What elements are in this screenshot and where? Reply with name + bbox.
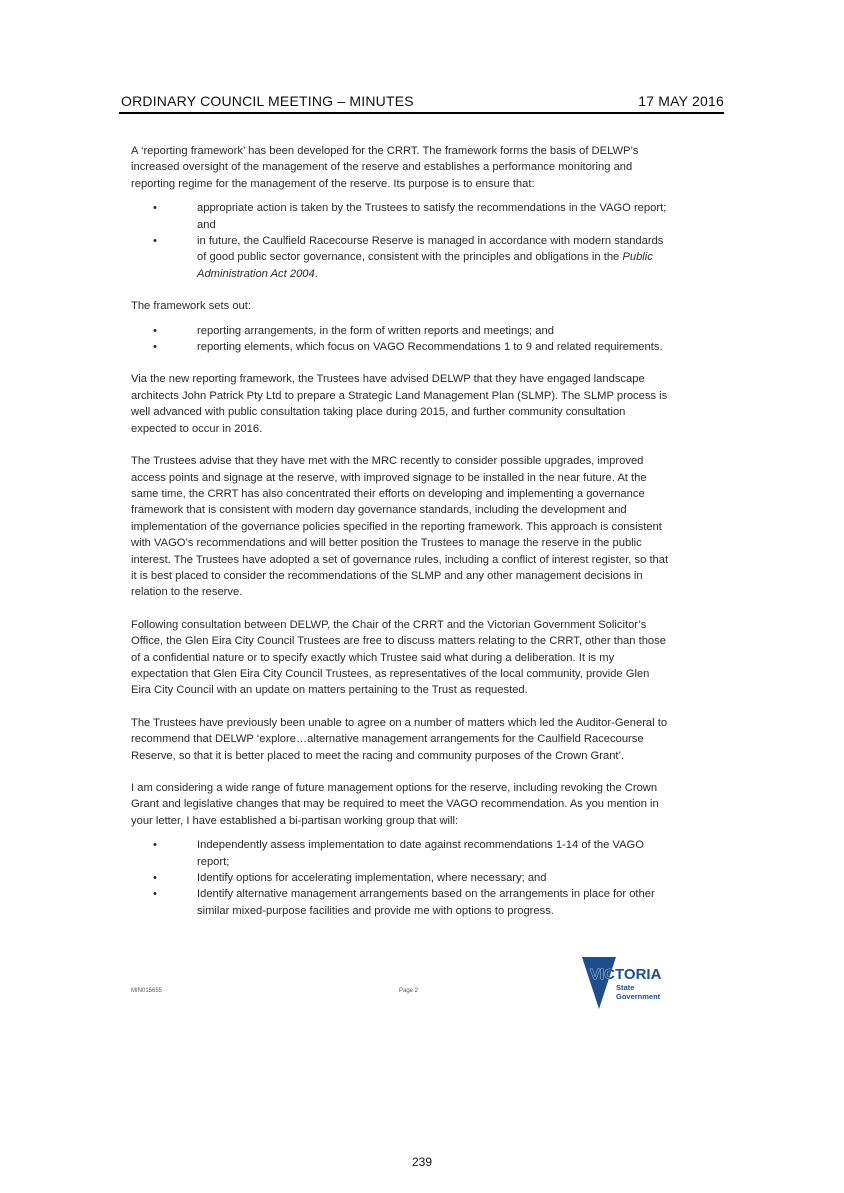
paragraph: The Trustees advise that they have met with the MRC recently to consider possible upgrades, improved access points and signage at the reserve, with improved signage to be installed in the near future. At the same time, the CRRT has also concentrated their efforts on developing and implementing a governance framework that is consistent with modern day governance standards, including the development and implementation of the governance policies specified in the reporting framework. This approach is consistent with VAGO’s recommendations and will better position the Trustees to manage the reserve in the public interest. The Trustees have adopted a set of governance rules, including a conflict of interest register, so that it is best placed to consider the recommendations of the SLMP and any other management decisions in relation to the reserve.	[131, 455, 669, 599]
list-item: • reporting elements, which focus on VAGO Recommendations 1 to 9 and related requirements.	[131, 339, 671, 355]
victoria-government-logo	[582, 955, 674, 1011]
page-number: 239	[411, 1155, 433, 1169]
header-title: ORDINARY COUNCIL MEETING – MINUTES	[121, 93, 414, 109]
bullet-icon: •	[153, 324, 157, 337]
victoria-triangle-icon	[582, 957, 616, 1009]
bullet-icon: •	[153, 341, 157, 354]
list-item: • in future, the Caulfield Racecourse Reserve is managed in accordance with modern standards of good public sector governance, consistent with the principles and obligations in the Public Administration Act 2004.	[153, 235, 664, 280]
letter-body	[131, 143, 671, 935]
bullet-icon: •	[153, 839, 157, 852]
logo-line1: State	[616, 983, 635, 992]
paragraph: Via the new reporting framework, the Trustees have advised DELWP that they have engaged landscape architects John Patrick Pty Ltd to prepare a Strategic Land Management Plan (SLMP). The SLMP process is well advanced with public consultation taking place during 2015, and further community consultation expected to occur in 2016.	[131, 373, 668, 435]
paragraph: I am considering a wide range of future management options for the reserve, including revoking the Crown Grant and legislative changes that may be required to meet the VAGO recommendation. As you mention in your letter, I have established a bi-partisan working group that will:	[131, 782, 659, 827]
document-id: MIN015655	[131, 988, 163, 994]
bullet-list	[131, 200, 671, 282]
list-item: • Identify options for accelerating implementation, where necessary; and	[131, 870, 671, 886]
paragraph: The Trustees have previously been unable to agree on a number of matters which led the Auditor-General to recommend that DELWP ‘explore…alternative management arrangements for the Caulfield Racecourse Reserve, so that it is better placed to meet the racing and community purposes of the Crown Grant’.	[131, 716, 668, 762]
bullet-icon: •	[153, 888, 157, 901]
bullet-list	[131, 837, 671, 919]
inner-page-number: Page 2	[399, 988, 419, 994]
paragraph: Following consultation between DELWP, the Chair of the CRRT and the Victorian Government Solicitor’s Office, the Glen Eira City Council Trustees are free to discuss matters relating to the CRRT, other than those of a confidential nature or to specify exactly which Trustee said what during a deliberation. It is my expectation that Glen Eira City Council Trustees, as representatives of the local community, provide Glen Eira City Council with an update on matters pertaining to the Trust as requested.	[131, 618, 666, 697]
header-date: 17 MAY 2016	[638, 93, 724, 109]
bullet-icon: •	[153, 235, 157, 248]
page-header	[119, 92, 724, 114]
logo-line2: Government	[616, 992, 661, 1001]
logo-word: VICTORIA	[590, 966, 662, 983]
act-title: Public Administration Act 2004	[197, 251, 653, 280]
paragraph: A ‘reporting framework’ has been developed for the CRRT. The framework forms the basis of DELWP’s increased oversight of the management of the reserve and establishes a performance monitoring and reporting regime for the management of the reserve. Its purpose is to ensure that:	[131, 145, 639, 190]
list-item: • appropriate action is taken by the Trustees to satisfy the recommendations in the VAGO report; and	[153, 202, 667, 231]
bullet-list	[131, 323, 671, 356]
bullet-icon: •	[153, 872, 157, 885]
list-item: • Independently assess implementation to date against recommendations 1-14 of the VAGO report;	[153, 839, 644, 868]
list-item: • Identify alternative management arrangements based on the arrangements in place for other similar mixed-purpose facilities and provide me with options to progress.	[153, 888, 655, 917]
paragraph: The framework sets out:	[131, 300, 251, 313]
bullet-icon: •	[153, 202, 157, 215]
list-item: • reporting arrangements, in the form of written reports and meetings; and	[131, 323, 671, 339]
